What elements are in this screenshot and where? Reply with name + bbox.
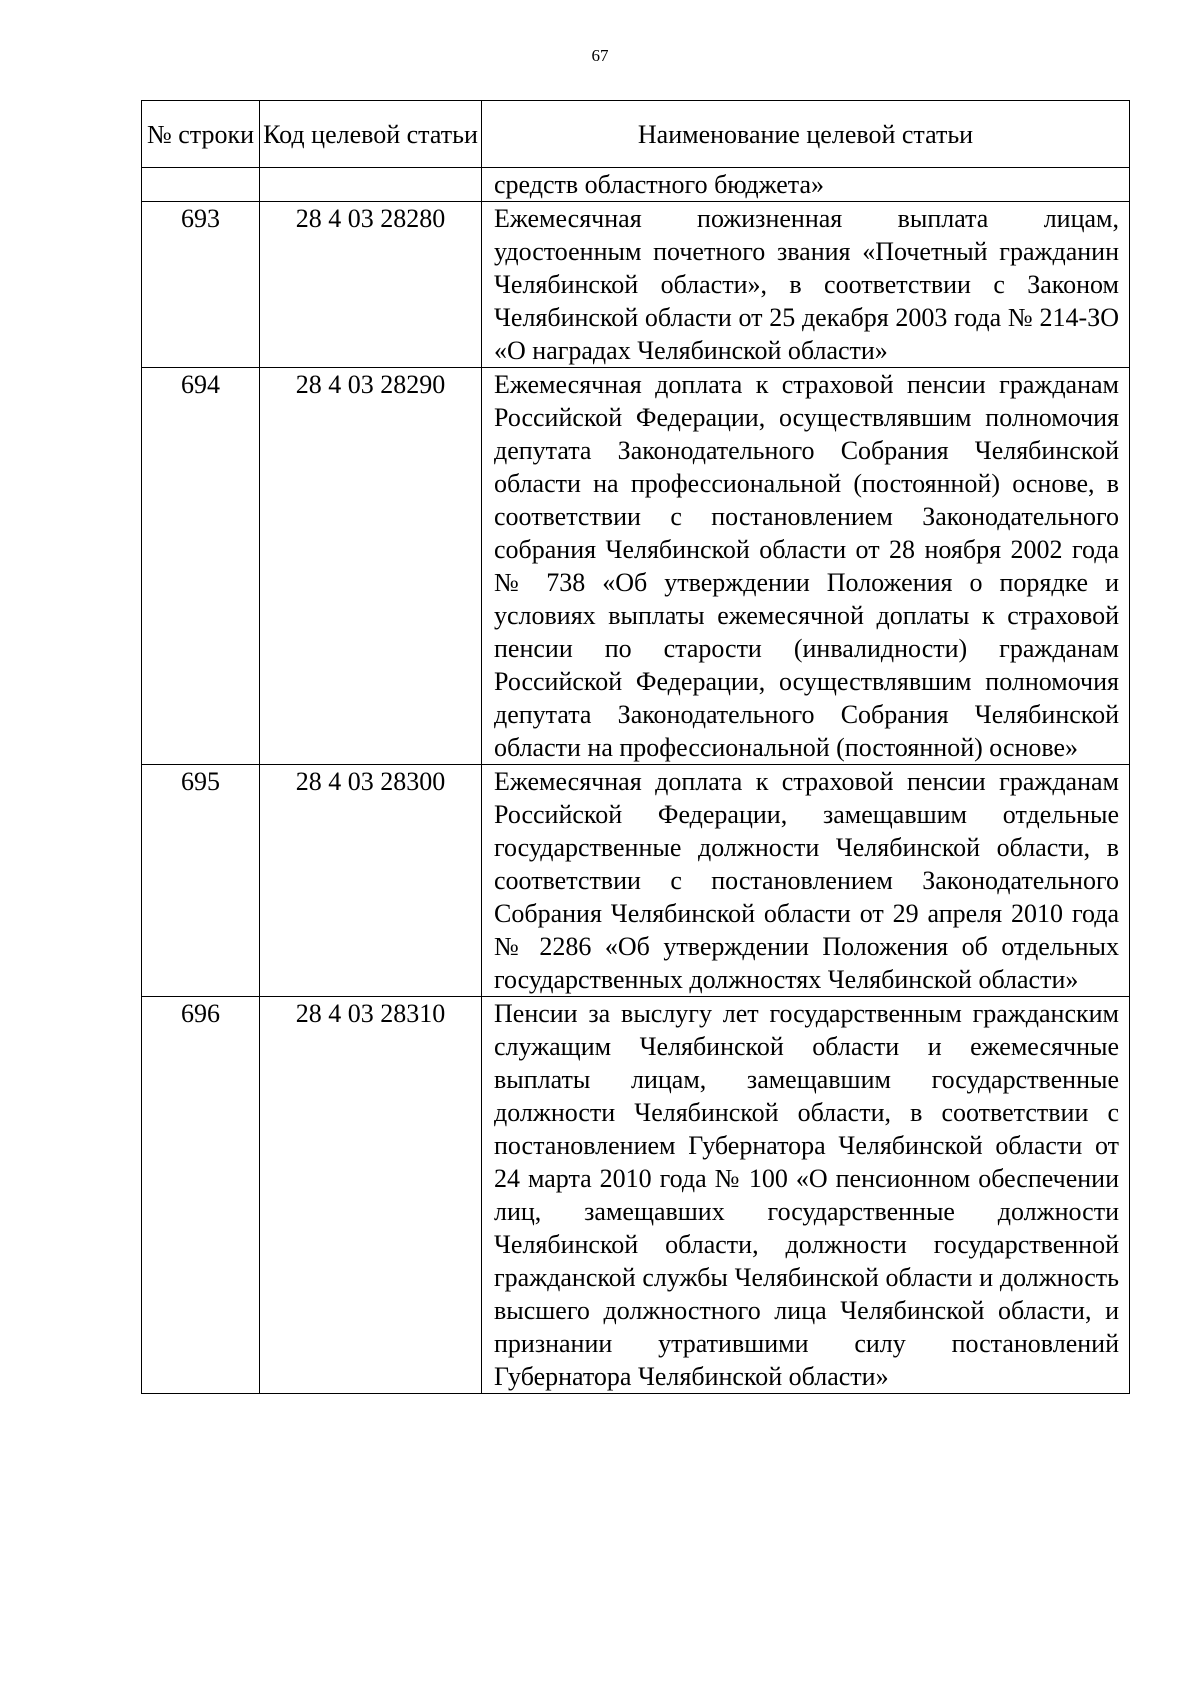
row-name: Ежемесячная доплата к страховой пенсии гражданам Российской Федерации, замещавшим отдельные государственные должности Челябинской области, в соответствии с постановлением Законодательного Собрания Челябинской области от 29 апреля 2010 года № 2286 «Об утверждении Положения об отдельных государственных должностях Челябинской области»: [482, 765, 1130, 997]
row-code: 28 4 03 28290: [260, 368, 482, 765]
row-number: 694: [142, 368, 260, 765]
page-number: 67: [591, 46, 609, 65]
table-row: [142, 202, 1130, 368]
row-code: 28 4 03 28280: [260, 202, 482, 368]
header-code: Код целевой статьи: [260, 101, 482, 168]
target-articles-table: [141, 100, 1130, 1394]
continuation-number-cell: [142, 168, 260, 202]
row-code: 28 4 03 28310: [260, 997, 482, 1394]
row-name: Ежемесячная пожизненная выплата лицам, удостоенным почетного звания «Почетный гражданин Челябинской области», в соответствии с Законом Челябинской области от 25 декабря 2003 года № 214-ЗО «О наградах Челябинской области»: [482, 202, 1130, 368]
continuation-name-cell: средств областного бюджета»: [482, 168, 1130, 202]
table-row: [142, 997, 1130, 1394]
header-row-number: № строки: [142, 101, 260, 168]
row-code: 28 4 03 28300: [260, 765, 482, 997]
row-number: 693: [142, 202, 260, 368]
row-name: Пенсии за выслугу лет государственным гражданским служащим Челябинской области и ежемесячные выплаты лицам, замещавшим государственные должности Челябинской области, в соответствии с постановлением Губернатора Челябинской области от 24 марта 2010 года № 100 «О пенсионном обеспечении лиц, замещавших государственные должности Челябинской области, должности государственной гражданской службы Челябинской области и должность высшего должностного лица Челябинской области, и признании утратившими силу постановлений Губернатора Челябинской области»: [482, 997, 1130, 1394]
table-row: [142, 368, 1130, 765]
continuation-code-cell: [260, 168, 482, 202]
continuation-row: [142, 168, 1130, 202]
row-number: 696: [142, 997, 260, 1394]
row-name: Ежемесячная доплата к страховой пенсии гражданам Российской Федерации, осуществлявшим полномочия депутата Законодательного Собрания Челябинской области на профессиональной (постоянной) основе, в соответствии с постановлением Законодательного собрания Челябинской области от 28 ноября 2002 года № 738 «Об утверждении Положения о порядке и условиях выплаты ежемесячной доплаты к страховой пенсии по старости (инвалидности) гражданам Российской Федерации, осуществлявшим полномочия депутата Законодательного Собрания Челябинской области на профессиональной (постоянной) основе»: [482, 368, 1130, 765]
table-header-row: [142, 101, 1130, 168]
table-row: [142, 765, 1130, 997]
row-number: 695: [142, 765, 260, 997]
header-name: Наименование целевой статьи: [482, 101, 1130, 168]
